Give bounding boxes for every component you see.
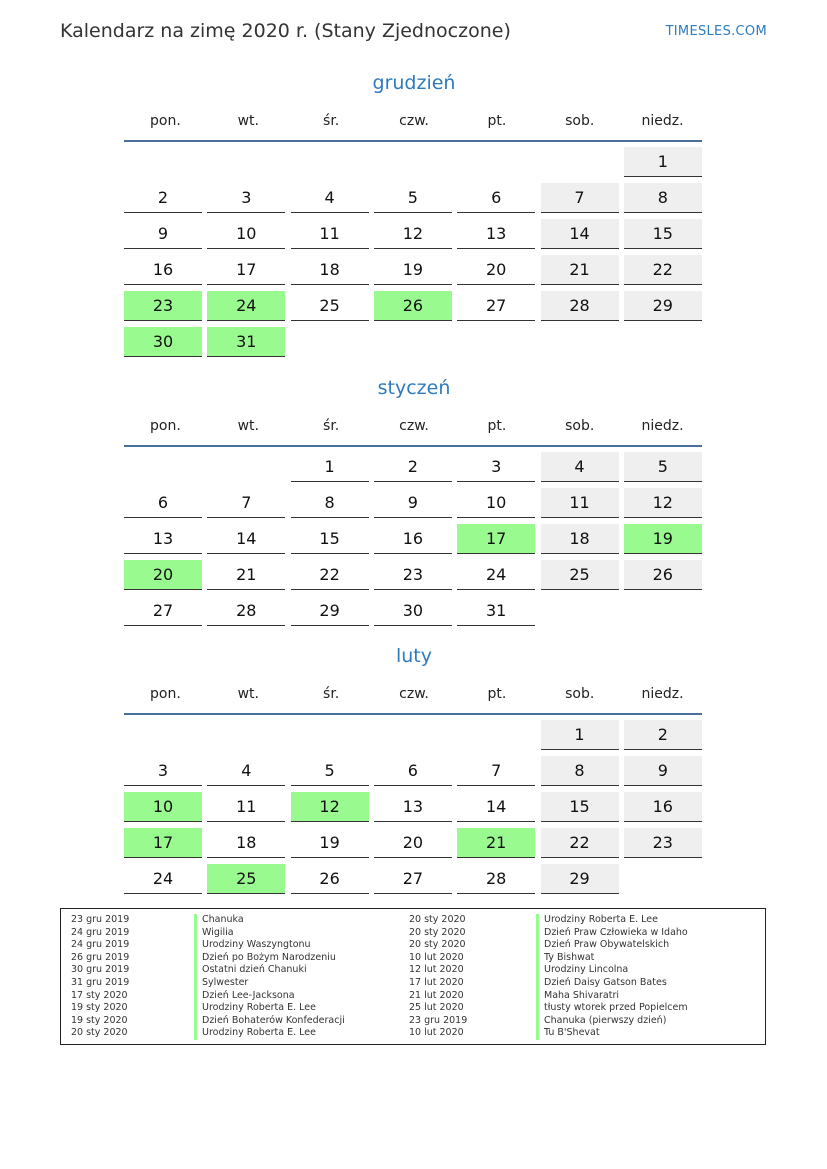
day-cell[interactable]: 4 [291,183,369,213]
day-cell[interactable]: 2 [624,720,702,750]
legend-date: 20 sty 2020 [409,939,466,951]
legend-holiday-name: Ty Bishwat [536,952,688,965]
weekday-label: wt. [237,686,259,702]
day-cell[interactable]: 8 [291,488,369,518]
legend-right-names [536,914,688,1040]
weekday-label: wt. [237,113,259,129]
day-cell[interactable]: 23 [124,291,202,321]
legend-date: 23 gru 2019 [71,914,130,925]
day-cell[interactable]: 16 [374,524,452,554]
day-cell[interactable]: 30 [124,327,202,357]
legend-date: 12 lut 2020 [409,964,464,976]
legend-date: 19 sty 2020 [71,1002,128,1014]
weekday-label: sob. [565,113,595,129]
day-cell[interactable]: 8 [541,756,619,786]
weekday-label: pt. [487,686,507,702]
day-cell[interactable]: 6 [457,183,535,213]
day-cell[interactable]: 1 [624,147,702,177]
weekday-label: pt. [487,418,507,434]
weekday-header [124,411,704,441]
legend-holiday-name: Urodziny Roberta E. Lee [194,1002,345,1015]
weekday-label: niedz. [641,113,684,129]
day-cell[interactable]: 7 [207,488,285,518]
day-cell[interactable]: 7 [457,756,535,786]
day-cell[interactable]: 16 [124,255,202,285]
day-cell[interactable]: 4 [541,452,619,482]
legend-holiday-name: Urodziny Roberta E. Lee [536,914,688,927]
day-cell[interactable]: 22 [541,828,619,858]
legend-date: 30 gru 2019 [71,964,130,976]
day-cell[interactable]: 16 [624,792,702,822]
day-cell[interactable]: 14 [207,524,285,554]
legend-right-dates [409,914,467,1040]
legend-date: 17 sty 2020 [71,989,128,1001]
weekday-label: niedz. [641,686,684,702]
month-title: grudzień [372,72,456,94]
day-cell[interactable]: 11 [291,219,369,249]
day-cell[interactable]: 12 [624,488,702,518]
day-cell[interactable]: 17 [207,255,285,285]
day-cell[interactable]: 12 [374,219,452,249]
legend-date: 10 lut 2020 [409,951,464,963]
day-cell[interactable]: 10 [207,219,285,249]
day-cell[interactable]: 13 [457,219,535,249]
day-cell[interactable]: 28 [541,291,619,321]
legend-holiday-name: Wigilia [194,927,345,940]
day-cell[interactable]: 10 [124,792,202,822]
day-cell[interactable]: 10 [457,488,535,518]
month-february [124,641,704,900]
day-cell[interactable]: 3 [207,183,285,213]
page-title: Kalendarz na zimę 2020 r. (Stany Zjednoczone) [60,20,511,42]
day-cell[interactable]: 29 [291,596,369,626]
month-title: styczeń [377,377,451,399]
day-cell[interactable]: 11 [207,792,285,822]
day-cell[interactable]: 9 [124,219,202,249]
day-cell[interactable]: 25 [291,291,369,321]
legend-holiday-name: Chanuka (pierwszy dzień) [536,1015,688,1028]
legend-holiday-name: Tu B'Shevat [536,1027,688,1040]
day-grid [124,147,704,363]
day-cell[interactable]: 5 [374,183,452,213]
day-cell[interactable]: 13 [124,524,202,554]
weekday-label: śr. [323,418,340,434]
brand-logo[interactable]: TIMESLES.COM [665,24,767,39]
weekday-label: sob. [565,418,595,434]
weekday-label: pon. [150,113,181,129]
day-grid [124,720,704,900]
legend-date: 17 lut 2020 [409,976,464,988]
month-title: luty [395,645,432,667]
day-cell[interactable]: 30 [374,596,452,626]
weekday-label: czw. [399,418,429,434]
legend-date: 10 lut 2020 [409,1027,464,1039]
day-cell[interactable]: 21 [541,255,619,285]
day-cell[interactable]: 12 [291,792,369,822]
legend-date: 24 gru 2019 [71,939,130,951]
day-cell[interactable]: 29 [541,864,619,894]
day-cell[interactable]: 1 [291,452,369,482]
day-cell[interactable]: 9 [624,756,702,786]
month-december [124,68,704,363]
day-cell[interactable]: 15 [291,524,369,554]
legend-holiday-name: Urodziny Lincolna [536,964,688,977]
day-cell[interactable]: 2 [124,183,202,213]
day-cell[interactable]: 20 [124,560,202,590]
weekday-label: czw. [399,686,429,702]
day-cell[interactable]: 26 [291,864,369,894]
day-cell[interactable]: 2 [374,452,452,482]
legend-left-dates [71,914,129,1040]
legend-date: 20 sty 2020 [409,914,466,925]
day-cell[interactable]: 19 [624,524,702,554]
day-cell[interactable]: 17 [124,828,202,858]
legend-holiday-name: Dzień Lee-Jacksona [194,990,345,1003]
legend-holiday-name: tłusty wtorek przed Popielcem [536,1002,688,1015]
legend-date: 25 lut 2020 [409,1002,464,1014]
day-cell[interactable]: 26 [374,291,452,321]
day-cell[interactable]: 31 [207,327,285,357]
day-cell[interactable]: 25 [207,864,285,894]
weekday-header [124,679,704,709]
day-cell[interactable]: 18 [291,255,369,285]
day-cell[interactable]: 11 [541,488,619,518]
day-cell[interactable]: 28 [457,864,535,894]
day-cell[interactable]: 19 [374,255,452,285]
legend-date: 24 gru 2019 [71,926,130,938]
day-cell[interactable]: 27 [374,864,452,894]
day-cell[interactable]: 27 [457,291,535,321]
legend-holiday-name: Chanuka [194,914,345,927]
legend-holiday-name: Sylwester [194,977,345,990]
header-divider [124,445,702,447]
day-cell[interactable]: 24 [124,864,202,894]
day-cell[interactable]: 6 [124,488,202,518]
weekday-label: pon. [150,418,181,434]
legend-holiday-name: Dzień Daisy Gatson Bates [536,977,688,990]
day-cell[interactable]: 25 [541,560,619,590]
day-cell[interactable]: 23 [624,828,702,858]
day-cell[interactable]: 18 [541,524,619,554]
day-cell[interactable]: 9 [374,488,452,518]
weekday-header [124,106,704,136]
header-divider [124,713,702,715]
month-january [124,373,704,632]
day-cell[interactable]: 27 [124,596,202,626]
day-cell[interactable]: 19 [291,828,369,858]
legend-date: 20 sty 2020 [409,926,466,938]
day-cell[interactable]: 15 [624,219,702,249]
day-cell[interactable]: 13 [374,792,452,822]
legend-left-names [194,914,345,1040]
weekday-label: czw. [399,113,429,129]
day-cell[interactable]: 7 [541,183,619,213]
day-cell[interactable]: 22 [624,255,702,285]
weekday-label: pon. [150,686,181,702]
day-cell[interactable]: 21 [207,560,285,590]
day-cell[interactable]: 15 [541,792,619,822]
day-cell[interactable]: 22 [291,560,369,590]
day-cell[interactable]: 20 [457,255,535,285]
day-cell[interactable]: 18 [207,828,285,858]
day-cell[interactable]: 3 [457,452,535,482]
weekday-label: śr. [323,686,340,702]
day-cell[interactable]: 29 [624,291,702,321]
day-cell[interactable]: 3 [124,756,202,786]
day-cell[interactable]: 4 [207,756,285,786]
day-cell[interactable]: 24 [457,560,535,590]
day-cell[interactable]: 24 [207,291,285,321]
day-cell[interactable]: 8 [624,183,702,213]
weekday-label: niedz. [641,418,684,434]
header-divider [124,140,702,142]
legend-holiday-name: Dzień Praw Człowieka w Idaho [536,927,688,940]
legend-date: 31 gru 2019 [71,976,130,988]
day-cell[interactable]: 28 [207,596,285,626]
day-cell[interactable]: 23 [374,560,452,590]
day-cell[interactable]: 14 [541,219,619,249]
legend-holiday-name: Urodziny Waszyngtonu [194,939,345,952]
legend-holiday-name: Maha Shivaratri [536,990,688,1003]
legend-holiday-name: Ostatni dzień Chanuki [194,964,345,977]
weekday-label: sob. [565,686,595,702]
day-cell[interactable]: 5 [291,756,369,786]
legend-date: 23 gru 2019 [409,1014,468,1026]
legend-date: 26 gru 2019 [71,951,130,963]
legend-holiday-name: Dzień Bohaterów Konfederacji [194,1015,345,1028]
weekday-label: śr. [323,113,340,129]
day-cell[interactable]: 31 [457,596,535,626]
holiday-legend [60,908,766,1045]
day-cell[interactable]: 6 [374,756,452,786]
legend-date: 20 sty 2020 [71,1027,128,1039]
day-cell[interactable]: 5 [624,452,702,482]
day-cell[interactable]: 21 [457,828,535,858]
legend-holiday-name: Urodziny Roberta E. Lee [194,1027,345,1040]
day-cell[interactable]: 1 [541,720,619,750]
day-cell[interactable]: 26 [624,560,702,590]
day-cell[interactable]: 14 [457,792,535,822]
legend-holiday-name: Dzień Praw Obywatelskich [536,939,688,952]
legend-holiday-name: Dzień po Bożym Narodzeniu [194,952,345,965]
day-cell[interactable]: 20 [374,828,452,858]
legend-date: 21 lut 2020 [409,989,464,1001]
day-cell[interactable]: 17 [457,524,535,554]
legend-date: 19 sty 2020 [71,1014,128,1026]
weekday-label: pt. [487,113,507,129]
day-grid [124,452,704,632]
weekday-label: wt. [237,418,259,434]
